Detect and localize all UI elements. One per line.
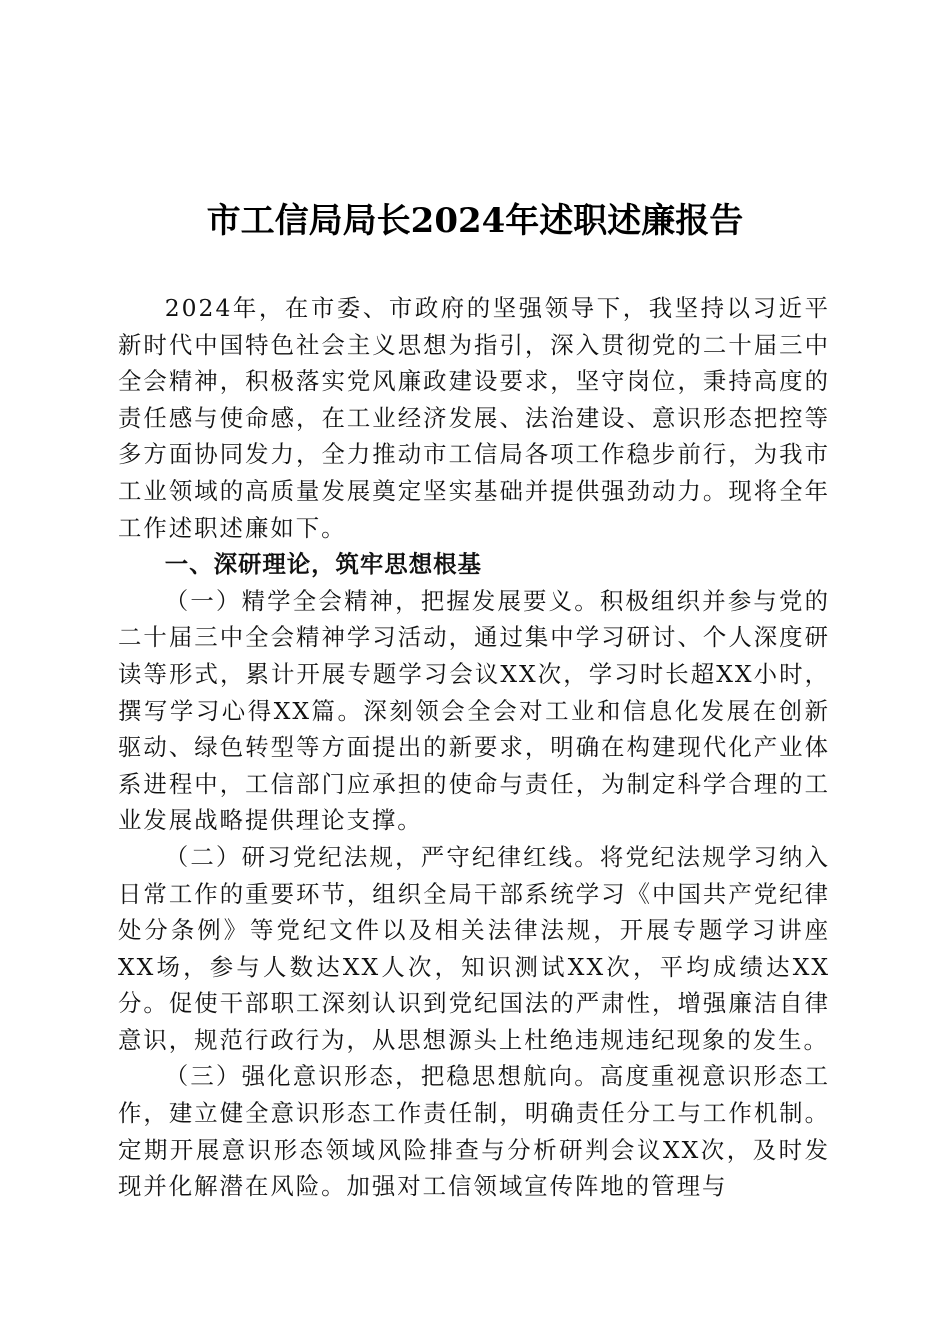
intro-paragraph: 2024年，在市委、市政府的坚强领导下，我坚持以习近平新时代中国特色社会主义思想为指引，深入贯彻党的二十届三中全会精神，积极落实党风廉政建设要求，坚守岗位，秉持高度的责任感与使命感，在工业经济发展、法治建设、意识形态把控等多方面协同发力，全力推动市工信局各项工作稳步前行，为我市工业领域的高质量发展奠定坚实基础并提供强劲动力。现将全年工作述职述廉如下。 — [118, 294, 830, 542]
section-heading-1: 一、深研理论，筑牢思想根基 — [164, 550, 482, 579]
subsection-text-2: 将党纪法规学习纳入日常工作的重要环节，组织全局干部系统学习《中国共产党纪律处分条例》等党纪文件以及相关法律法规，开展专题学习讲座XX场，参与人数达XX人次，知识测试XX次，平均成绩达XX分。促使干部职工深刻认识到党纪国法的严肃性，增强廉洁自律意识，规范行政行为，从思想源头上杜绝违规违纪现象的发生。 — [118, 842, 831, 1054]
subsection-paragraph-1 — [118, 583, 830, 839]
subsection-paragraph-2 — [118, 839, 830, 1059]
subsection-lead-1: （一）精学全会精神，把握发展要义。 — [164, 586, 600, 615]
subsection-text-3: 高度重视意识形态工作，建立健全意识形态工作责任制，明确责任分工与工作机制。定期开展意识形态领域风险排查与分析研判会议XX次，及时发现并化解潜在风险。加强对工信领域宣传阵地的管理与 — [118, 1062, 831, 1201]
subsection-lead-2: （二）研习党纪法规，严守纪律红线。 — [164, 842, 600, 871]
subsection-lead-3: （三）强化意识形态，把稳思想航向。 — [164, 1062, 600, 1091]
document-body — [118, 290, 830, 1205]
subsection-text-1: 积极组织并参与党的二十届三中全会精神学习活动，通过集中学习研讨、个人深度研读等形式，累计开展专题学习会议XX次，学习时长超XX小时，撰写学习心得XX篇。深刻领会全会对工业和信息化发展在创新驱动、绿色转型等方面提出的新要求，明确在构建现代化产业体系进程中，工信部门应承担的使命与责任，为制定科学合理的工业发展战略提供理论支撑。 — [118, 586, 831, 835]
document-title: 市工信局局长2024年述职述廉报告 — [206, 201, 744, 241]
subsection-paragraph-3 — [118, 1058, 830, 1204]
